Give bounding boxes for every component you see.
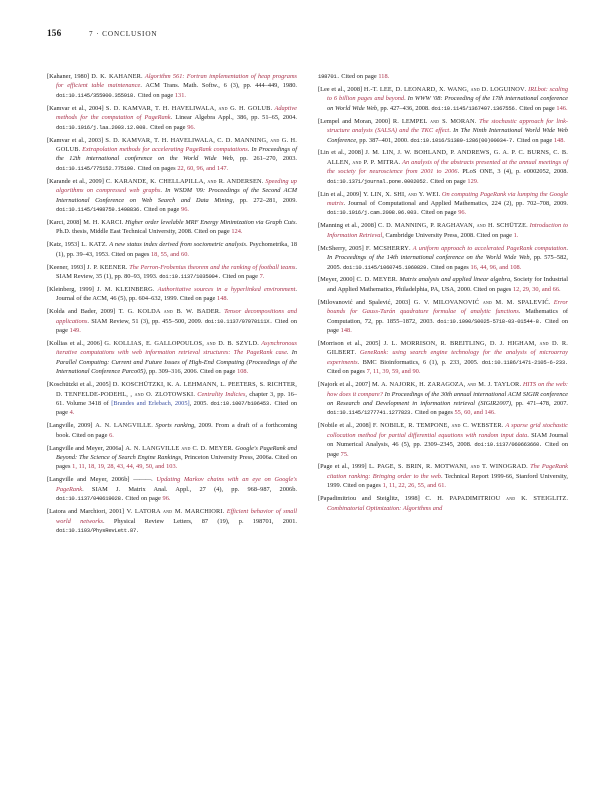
entry-authors: F. NOBILE, R. TEMPONE, and C. WEBSTER (372, 422, 502, 430)
entry-details: pp. 575–582, 2005. (327, 254, 568, 271)
entry-authors: G. V. MILOVANOVIĆ and M. M. SPALEVIĆ (413, 298, 549, 306)
entry-pages: 146. (556, 104, 568, 112)
entry-title: Introduction to Information Retrieval (327, 222, 568, 239)
entry-doi: doi:10.1145/1060745.1060829. (342, 263, 430, 271)
entry-authors: C. KARANDE, K. CHELLAPILLA, and R. ANDERSEN (105, 177, 262, 185)
entry-title: The stochastic approach for link-structure analysis (SALSA) and the TKC effect (327, 117, 568, 135)
entry-cited: Cited on pages (56, 454, 297, 471)
bibliography-entry: [McSherry, 2005] F. MCSHERRY. A uniform approach to accelerated PageRank computation. In Proceedings of the 14th international conference on the World Wide Web, pp. 575–582, 2005. doi:10.1145/1060745.1060829. Cited on pages 16, 44, 96, and 108. (318, 244, 568, 271)
entry-venue: BMC Bioinformatics (362, 358, 419, 366)
entry-key: [Karande et al., 2009] (47, 177, 104, 185)
entry-venue: In Proceedings of the 14th international conference on the World Wide Web (327, 254, 530, 262)
entry-pages: 1. (513, 231, 519, 239)
entry-details: 6 (3), pp. 444–449, 1980. (223, 82, 297, 90)
entry-cited: Cited on pages (430, 263, 469, 271)
bibliography-entry: [Kleinberg, 1999] J. M. KLEINBERG. Authoritative sources in a hyperlinked environment. Journal of the ACM, 46 (5), pp. 604–632, 1999. Cited on page 148. (47, 285, 298, 303)
entry-cited: Cited on page (143, 206, 180, 214)
entry-title: Error bounds for Gauss-Turán quadrature formulae of analytic functions (327, 298, 568, 316)
entry-cited: Cited on page (125, 495, 161, 503)
entry-authors: J. L. MORRISON, R. BREITLING, D. J. HIGHAM, and D. R. GILBERT (327, 339, 569, 357)
entry-pages: 6. (109, 431, 114, 439)
entry-authors: F. MCSHERRY (365, 244, 409, 252)
entry-key: [Kamvar et al., 2004] (47, 104, 104, 112)
entry-pages: 124. (231, 228, 243, 236)
entry-authors: ——— (133, 476, 152, 484)
entry-pages: 96. (458, 209, 467, 217)
entry-authors: Y. LIN, X. SHI, and Y. WEI (363, 190, 439, 198)
bibliography-entry-continuation (318, 72, 568, 81)
entry-venue: chapter 3, pp. 16–61. Volume 3418 of (56, 390, 297, 407)
entry-key: [Kahaner, 1980] (47, 73, 89, 80)
entry-key: [Kamvar et al., 2003] (47, 136, 104, 144)
entry-cited: Cited on pages (111, 250, 150, 258)
entry-title: The PageRank citation ranking: Bringing order to the web (327, 463, 568, 480)
entry-authors: A. N. LANGVILLE and C. D. MEYER (125, 444, 232, 452)
bibliography-entry: [Langville, 2009] A. N. LANGVILLE. Sports ranking, 2009. From a draft of a forthcoming book. Cited on page 6. (47, 422, 297, 439)
entry-title: Google's PageRank and Beyond: The Science of Search Engine Rankings (56, 444, 297, 461)
entry-doi: doi:10.1016/j.laa.2003.12.008. (56, 123, 149, 131)
entry-authors: L. KATZ (81, 241, 106, 249)
entry-details: pp. 427–436, 2008. (380, 104, 430, 112)
entry-title: IRLbot: scaling to 6 billion pages and beyond (327, 85, 568, 103)
bibliography-entry: [Langville and Meyer, 2006a] A. N. LANGVILLE and C. D. MEYER. Google's PageRank and Beyond: The Science of Search Engine Rankings, Princeton University Press, 2006a. Cited on pages 1, 11, 18, 19, 28, 43, 44, 49, 50, and 103. (47, 444, 297, 471)
entry-venue: In Parallel Computing: Current and Future Issues of High-End Computing (Proceedings of the International Conference Parco05) (56, 349, 297, 376)
running-head (47, 28, 567, 42)
entry-doi: doi:10.1137/040619028. (56, 495, 124, 503)
entry-cited: Cited on page (71, 431, 108, 439)
entry-title: Adaptive methods for the computation of PageRank (56, 104, 298, 122)
page-number: 156 (47, 28, 62, 38)
bibliography-entry: [Manning et al., 2008] C. D. MANNING, P. RAGHAVAN, and H. SCHÜTZE. Introduction to Information Retrieval, Cambridge University Press, 2008. Cited on page 1. (318, 222, 568, 239)
entry-doi: 198701. (318, 73, 340, 80)
bibliography-entry: [Karande et al., 2009] C. KARANDE, K. CHELLAPILLA, and R. ANDERSEN. Speeding up algorithms on compressed web graphs. In WSDM '09: Proceedings of the Second ACM International Conference on Web Search and Data Mining, pp. 272–281, 2009. doi:10.1145/1498759.1498836. Cited on page 96. (47, 177, 297, 214)
entry-pages: 118. (378, 73, 390, 80)
bibliography-entry: [Kamvar et al., 2003] S. D. KAMVAR, T. H. HAVELIWALA, C. D. MANNING, and G. H. GOLUB. Extrapolation methods for accelerating PageRank computations. In Proceedings of the 12th international conference on the World Wide Web, pp. 261–270, 2003. doi:10.1145/775152.775190. Cited on pages 22, 60, 96, and 147. (47, 136, 297, 172)
bibliography-entry: [Papadimitriou and Steiglitz, 1998] C. H. PAPADIMITRIOU and K. STEIGLITZ. Combinatorial Optimization: Algorithms and (318, 495, 568, 512)
entry-title: Authoritative sources in a hyperlinked environment (157, 285, 296, 293)
entry-venue: Linear Algebra Appl. (175, 114, 233, 122)
entry-pages: 129. (467, 177, 479, 185)
entry-title: A sparse grid stochastic collocation method for partial differential equations with random input data (327, 422, 568, 439)
entry-doi: doi:10.1137/060663660. (474, 441, 543, 449)
entry-key: [Papadimitriou and Steiglitz, 1998] (318, 495, 420, 503)
entry-title: A new status index derived from sociometric analysis (109, 241, 247, 249)
entry-venue: Technical Report 1999-66, Stanford University, 1999. (327, 472, 568, 490)
entry-doi: doi:10.1016/j.cam.2008.06.003. (327, 209, 420, 217)
bibliography-entry: [Keener, 1993] J. P. KEENER. The Perron-Frobenius theorem and the ranking of football teams. SIAM Review, 35 (1), pp. 80–93, 1993. doi:10.1137/1035004. Cited on page 7. (47, 263, 297, 280)
entry-crossref-link[interactable]: [Brandes and Erlebach, 2005] (111, 399, 190, 407)
entry-doi: doi:10.1137/1035004. (159, 272, 221, 280)
entry-authors: T. G. KOLDA and B. W. BADER (118, 308, 220, 316)
entry-authors: L. PAGE, S. BRIN, R. MOTWANI, and T. WINOGRAD (368, 463, 527, 471)
entry-venue: In WSDM '09: Proceedings of the Second ACM International Conference on Web Search and Data Mining (56, 187, 297, 204)
entry-cited: Cited on pages (473, 285, 512, 293)
entry-pages: 96. (187, 123, 196, 131)
entry-title: Matrix analysis and applied linear algebra (399, 276, 511, 284)
left-column (47, 72, 297, 672)
entry-pages: 4. (69, 409, 75, 417)
entry-venue: Ph.D. thesis, Middle East Technical University (56, 228, 175, 236)
entry-key: [Latora and Marchiori, 2001] (47, 508, 125, 516)
entry-title: Sports ranking (155, 422, 195, 430)
entry-title: An analysis of the abstracts presented at the annual meetings of the society for neuroscience from 2001 to 2006 (327, 158, 568, 176)
bibliography-entry: [Lin et al., 2008] J. M. LIN, J. W. BOHLAND, P. ANDREWS, G. A. P. C. BURNS, C. B. ALLEN, and P. P. MITRA. An analysis of the abstracts presented at the annual meetings of the society for neuroscience from 2001 to 2006. PLoS ONE, 3 (4), p. e0002052, 2008. doi:10.1371/journal.pone.0002052. Cited on page 129. (318, 149, 569, 185)
bibliography-entry: [Langville and Meyer, 2006b] ———. Updating Markov chains with an eye on Google's PageRank. SIAM J. Matrix Anal. Appl., 27 (4), pp. 968–987, 2006b. doi:10.1137/040619028. Cited on page 96. (47, 476, 298, 503)
entry-title: Tensor decompositions and applications (56, 308, 297, 325)
bibliography-entry: [Koschützki et al., 2005] D. KOSCHÜTZKI, K. A. LEHMANN, L. PEETERS, S. RICHTER, D. TENFELDE-PODEHL, , and O. ZLOTOWSKI. Centrality Indicies, chapter 3, pp. 16–61. Volume 3418 of [Brandes and Erlebach, 2005], 2005. doi:10.1007/b106453. Cited on page 4. (47, 381, 298, 417)
entry-authors: C. D. MANNING, P. RAGHAVAN, and H. SCHÜTZE (377, 222, 527, 230)
entry-key: [Nobile et al., 2008] (318, 422, 371, 430)
entry-authors: M. H. KARCI (83, 218, 122, 226)
entry-details: 6 (1), p. 233, 2005. (422, 358, 479, 366)
entry-doi: doi:10.1145/1277741.1277823. (327, 409, 414, 417)
bibliography-entry: [Kahaner, 1980] D. K. KAHANER. Algorithm 561: Fortran implementation of heap programs for efficient table maintenance. ACM Trans. Math. Softw., 6 (3), pp. 444–449, 1980. doi:10.1145/355900.355918. Cited on page 131. (47, 73, 297, 99)
entry-key: [Lin et al., 2009] (318, 190, 362, 198)
entry-doi: doi:10.1137/07070111X. (204, 317, 273, 325)
bibliography-entry: [Lempel and Moran, 2000] R. LEMPEL and S. MORAN. The stochastic approach for link-structure analysis (SALSA) and the TKC effect. In The Ninth International World Wide Web Conference, pp. 387–401, 2000. doi:10.1016/S1389-1286(00)00034-7. Cited on page 148. (318, 117, 568, 144)
entry-authors: C. H. PAPADIMITRIOU and K. STEIGLITZ (425, 495, 567, 503)
entry-authors: R. LEMPEL and S. MORAN (392, 117, 475, 125)
entry-authors: D. K. KAHANER (91, 73, 142, 80)
bibliography-entry: [Page et al., 1999] L. PAGE, S. BRIN, R. MOTWANI, and T. WINOGRAD. The PageRank citation ranking: Bringing order to the web. Technical Report 1999-66, Stanford University, 1999. Cited on pages 1, 11, 22, 26, 55, and 61. (318, 463, 568, 490)
entry-doi: doi:10.1371/journal.pone.0002052. (327, 177, 429, 185)
entry-key: [Morrison et al., 2005] (318, 339, 381, 347)
chapter-title: 7 · CONCLUSION (89, 30, 158, 38)
entry-title: Combinatorial Optimization: Algorithms and (327, 504, 443, 512)
entry-venue: Physical Review Letters (113, 517, 191, 525)
entry-details: pp. 309–316, 2006. (148, 368, 199, 376)
entry-pages: 18, 55, and 60. (150, 250, 189, 258)
entry-venue: In Proceedings of the 30th annual international ACM SIGIR conference on Research and Development in information retrieval (SIGIR2007) (327, 390, 568, 407)
entry-key: [Kolda and Bader, 2009] (47, 308, 116, 316)
entry-details: pp. 272–281, 2009. (239, 196, 297, 204)
entry-pages: 148. (553, 136, 565, 144)
entry-venue: Journal of Computational and Applied Mathematics (348, 200, 487, 207)
bibliography-entry: [Milovanović and Spalević, 2003] G. V. MILOVANOVIĆ and M. M. SPALEVIĆ. Error bounds for Gauss-Turán quadrature formulae of analytic functions. Mathematics of Computation, 72, pp. 1855–1872, 2003. doi:10.1090/S0025-5718-03-01544-8. Cited on page 148. (318, 298, 568, 334)
entry-cited: Cited on page (341, 73, 377, 80)
entry-details: 3 (4), p. e0002052, 2008. (497, 168, 568, 176)
entry-details: 46 (5), pp. 2309–2345, 2008. (392, 441, 472, 449)
entry-cited: Cited on page (421, 209, 457, 217)
entry-key: [Koschützki et al., 2005] (47, 381, 111, 389)
entry-venue: SIAM Review (56, 272, 93, 280)
entry-venue: SIAM Review (91, 317, 129, 325)
entry-venue: Society for Industrial and Applied Mathematics, Philadelphia, PA, USA, 2000. (327, 276, 568, 293)
entry-doi: doi:10.1145/775152.775190. (56, 164, 137, 172)
entry-pages: 16, 44, 96, and 108. (470, 263, 522, 271)
entry-pages: 12, 29, 30, and 66. (512, 285, 561, 293)
entry-details: 35 (1), pp. 80–93, 1993. (95, 272, 158, 280)
entry-cited: Cited on pages (327, 368, 365, 376)
entry-doi: doi:10.1007/b106453. (210, 399, 273, 407)
entry-venue: ACM Trans. Math. Softw. (145, 82, 219, 90)
entry-doi: doi:10.1016/S1389-1286(00)00034-7. (410, 136, 516, 144)
entry-cited: Cited on page (430, 177, 466, 185)
entry-details: pp. 471–478, 2007. (515, 399, 568, 407)
entry-doi: doi:10.1145/1367497.1367556. (431, 104, 518, 112)
entry-authors: M. A. NAJORK, H. ZARAGOZA, and M. J. TAYLOR (371, 381, 520, 389)
entry-cited: Cited on page (199, 368, 236, 376)
entry-authors: V. LATORA and M. MARCHIORI (126, 508, 223, 516)
entry-details: 72, pp. 1855–1872, 2003. (364, 317, 435, 325)
entry-pages: 22, 60, 96, and 147. (177, 164, 229, 172)
entry-details: , 2005. (189, 399, 208, 407)
entry-cited: Cited on page (56, 399, 298, 417)
entry-key: [Meyer, 2000] (318, 276, 355, 284)
entry-title: GeneRank: using search engine technology for the analysis of microarray experiments (327, 349, 568, 366)
entry-pages: 7. (259, 272, 265, 280)
entry-cited: Cited on page (327, 441, 569, 458)
entry-title: The Perron-Frobenius theorem and the ranking of football teams (129, 263, 296, 271)
entry-key: [McSherry, 2005] (318, 244, 364, 252)
entry-venue: Psychometrika (249, 241, 288, 249)
bibliography-entry: [Latora and Marchiori, 2001] V. LATORA and M. MARCHIORI. Efficient behavior of small world networks. Physical Review Letters, 87 (19), p. 198701, 2001. doi:10.1103/PhysRevLett.87. (47, 508, 297, 534)
entry-pages: 96. (181, 206, 189, 214)
entry-title: Efficient behavior of small world networks (56, 508, 297, 525)
entry-details: 27 (4), pp. 968–987, 2006b. (199, 485, 297, 493)
bibliography-entry: [Lin et al., 2009] Y. LIN, X. SHI, and Y. WEI. On computing PageRank via lumping the Google matrix. Journal of Computational and Applied Mathematics, 224 (2), pp. 702–708, 2009. doi:10.1016/j.cam.2008.06.003. Cited on page 96. (318, 190, 568, 217)
entry-title: Extrapolation methods for accelerating PageRank computations (82, 145, 248, 153)
entry-cited: Cited on page (222, 272, 258, 280)
entry-doi: doi:10.1145/1498759.1498836. (56, 206, 143, 214)
entry-details: pp. 261–270, 2003. (239, 155, 297, 163)
entry-pages: 1, 11, 22, 26, 55, and 61. (382, 482, 447, 490)
entry-venue: In The Ninth International World Wide Web Conference (327, 127, 568, 144)
entry-key: [Langville, 2009] (47, 422, 93, 430)
entry-cited: Cited on page (327, 317, 568, 334)
bibliography-entry: [Kamvar et al., 2004] S. D. KAMVAR, T. H. HAVELIWALA, and G. H. GOLUB. Adaptive methods for the computation of PageRank. Linear Algebra Appl., 386, pp. 51–65, 2004. doi:10.1016/j.laa.2003.12.008. Cited on page 96. (47, 104, 298, 131)
bibliography-entry: [Kollias et al., 2006] G. KOLLIAS, E. GALLOPOULOS, and D. B. SZYLD. Asynchronous iterative computations with web information retrieval structures: The PageRank case. In Parallel Computing: Current and Future Issues of High-End Computing (Proceedings of the International Conference Parco05), pp. 309–316, 2006. Cited on page 108. (47, 339, 298, 376)
entry-doi: doi:10.1090/S0025-5718-03-01544-8. (437, 317, 542, 325)
entry-key: [Milovanović and Spalević, 2003] (318, 298, 411, 306)
bibliography-columns (47, 72, 568, 672)
entry-authors: G. KOLLIAS, E. GALLOPOULOS, and D. B. SZYLD (104, 339, 258, 347)
entry-authors: H.-T. LEE, D. LEONARD, X. WANG, and D. LOGUINOV (363, 85, 525, 93)
entry-cited: Cited on page (137, 91, 174, 99)
entry-cited: Cited on pages (414, 409, 453, 417)
entry-pages: 149. (69, 327, 81, 334)
entry-key: [Langville and Meyer, 2006b] (47, 476, 130, 484)
entry-cited: Cited on page (56, 317, 298, 334)
entry-key: [Najork et al., 2007] (318, 381, 371, 389)
entry-title: A uniform approach to accelerated PageRank computation (412, 244, 567, 252)
entry-venue: Journal of the ACM (56, 295, 107, 303)
entry-doi: doi:10.1145/355900.355918. (56, 91, 137, 99)
entry-doi: doi:10.1186/1471-2105-6-233. (481, 358, 568, 366)
entry-cited: Cited on pages (137, 164, 176, 172)
entry-key: [Page et al., 1999] (318, 463, 367, 471)
entry-key: [Lempel and Moran, 2000] (318, 117, 391, 125)
entry-details: pp. 387–401, 2000. (359, 136, 409, 144)
entry-pages: 1, 11, 18, 19, 28, 43, 44, 49, 50, and 103. (72, 463, 178, 471)
bibliography-entry: [Meyer, 2000] C. D. MEYER. Matrix analysis and applied linear algebra, Society for Industrial and Applied Mathematics, Philadelphia, PA, USA, 2000. Cited on pages 12, 29, 30, and 66. (318, 276, 568, 293)
entry-pages: 75. (340, 450, 349, 458)
entry-authors: J. M. KLEINBERG (97, 285, 153, 293)
entry-cited: Cited on pages (342, 482, 381, 490)
entry-key: [Karci, 2008] (47, 218, 82, 226)
entry-key: [Manning et al., 2008] (318, 222, 376, 230)
entry-authors: J. M. LIN, J. W. BOHLAND, P. ANDREWS, G. A. P. C. BURNS, C. B. ALLEN, and P. P. MITRA (327, 149, 569, 166)
entry-cited: Cited on page (476, 231, 512, 239)
entry-key: [Katz, 1953] (47, 241, 80, 249)
bibliography-entry: [Karci, 2008] M. H. KARCI. Higher order levelable MRF Energy Minimization via Graph Cuts. Ph.D. thesis, Middle East Technical University, 2008. Cited on page 124. (47, 218, 298, 236)
entry-authors: D. KOSCHÜTZKI, K. A. LEHMANN, L. PEETERS, S. RICHTER, D. TENFELDE-PODEHL, , and O. ZLOTOWSKI (56, 381, 297, 398)
entry-cited: Cited on page (150, 123, 186, 131)
entry-key: [Kleinberg, 1999] (47, 285, 94, 293)
entry-authors: A. N. LANGVILLE (95, 422, 152, 430)
entry-title: Higher order levelable MRF Energy Minimization via Graph Cuts (125, 218, 296, 226)
entry-details: 386, pp. 51–65, 2004. (236, 114, 298, 122)
entry-authors: S. D. KAMVAR, T. H. HAVELIWALA, C. D. MANNING, and G. H. GOLUB (56, 136, 297, 153)
entry-key: [Keener, 1993] (47, 263, 86, 271)
entry-cited: Cited on page (519, 104, 555, 112)
entry-pages: 7, 11, 39, 59, and 90. (366, 368, 421, 376)
entry-title: Centrality Indicies (197, 390, 246, 398)
entry-venue: Cambridge University Press, 2008. (385, 231, 475, 239)
bibliography-entry: [Kolda and Bader, 2009] T. G. KOLDA and B. W. BADER. Tensor decompositions and applications. SIAM Review, 51 (3), pp. 455–500, 2009. doi:10.1137/07070111X. Cited on page 149. (47, 308, 298, 334)
entry-pages: 131. (174, 91, 186, 99)
entry-title: Algorithm 561: Fortran implementation of heap programs for efficient table maintenance (56, 73, 297, 90)
bibliography-entry: [Lee et al., 2008] H.-T. LEE, D. LEONARD, X. WANG, and D. LOGUINOV. IRLbot: scaling to 6 billion pages and beyond. In WWW '08: Proceeding of the 17th international conference on World Wide Web, pp. 427–436, 2008. doi:10.1145/1367497.1367556. Cited on page 146. (318, 85, 568, 112)
right-column (318, 72, 568, 672)
entry-cited: Cited on page (194, 228, 230, 236)
entry-title: Asynchronous iterative computations with web information retrieval structures: The PageRank case (56, 339, 298, 357)
entry-key: [Lee et al., 2008] (318, 85, 363, 93)
entry-pages: 108. (237, 368, 249, 376)
entry-title: HITS on the web: how does it compare? (327, 381, 568, 398)
entry-venue: 2009. From a draft of a forthcoming book. (56, 422, 297, 439)
entry-doi: doi:10.1103/PhysRevLett.87. (56, 526, 140, 534)
entry-authors: J. P. KEENER (87, 263, 126, 271)
entry-key: [Langville and Meyer, 2006a] (47, 444, 124, 452)
entry-pages: 148. (217, 295, 229, 303)
entry-cited: Cited on page (516, 136, 553, 144)
entry-venue: PLoS ONE (462, 168, 493, 176)
entry-details: 2008. (178, 228, 193, 236)
entry-authors: S. D. KAMVAR, T. H. HAVELIWALA, and G. H. GOLUB (105, 104, 271, 112)
entry-pages: 55, 60, and 146. (454, 409, 496, 417)
entry-authors: C. D. MEYER (356, 276, 396, 284)
entry-key: [Lin et al., 2008] (318, 149, 364, 157)
entry-details: 87 (19), p. 198701, 2001. (201, 517, 297, 525)
entry-venue: Mathematics of Computation (327, 308, 568, 325)
entry-pages: 148. (340, 327, 352, 334)
bibliography-entry: [Katz, 1953] L. KATZ. A new status index derived from sociometric analysis. Psychometrika, 18 (1), pp. 39–43, 1953. Cited on pages 18, 55, and 60. (47, 241, 297, 258)
entry-key: [Kollias et al., 2006] (47, 339, 102, 347)
entry-venue: In WWW '08: Proceeding of the 17th international conference on World Wide Web (327, 95, 568, 112)
bibliography-entry: [Nobile et al., 2008] F. NOBILE, R. TEMPONE, and C. WEBSTER. A sparse grid stochastic collocation method for partial differential equations with random input data. SIAM Journal on Numerical Analysis, 46 (5), pp. 2309–2345, 2008. doi:10.1137/060663660. Cited on page 75. (318, 422, 569, 458)
entry-details: 18 (1), pp. 39–43, 1953. (56, 241, 297, 258)
entry-venue: Princeton University Press, 2006a. (184, 454, 274, 461)
entry-title: On computing PageRank via lumping the Google matrix (327, 190, 568, 207)
entry-details: 224 (2), pp. 702–708, 2009. (491, 200, 568, 207)
entry-pages: 96. (162, 495, 171, 503)
entry-venue: SIAM J. Matrix Anal. Appl. (91, 485, 190, 493)
entry-venue: In Proceedings of the 12th international conference on the World Wide Web (56, 145, 297, 163)
entry-venue: SIAM Journal on Numerical Analysis (327, 431, 568, 449)
entry-details: 51 (3), pp. 455–500, 2009. (132, 317, 203, 325)
bibliography-entry: [Najork et al., 2007] M. A. NAJORK, H. ZARAGOZA, and M. J. TAYLOR. HITS on the web: how does it compare? In Proceedings of the 30th annual international ACM SIGIR conference on Research and Development in information retrieval (SIGIR2007), pp. 471–478, 2007. doi:10.1145/1277741.1277823. Cited on pages 55, 60, and 146. (318, 381, 568, 417)
entry-title: Speeding up algorithms on compressed web graphs (56, 177, 297, 195)
entry-cited: Cited on page (179, 295, 216, 303)
entry-title: Updating Markov chains with an eye on Google's PageRank (56, 476, 298, 493)
bibliography-entry: [Morrison et al., 2005] J. L. MORRISON, R. BREITLING, D. J. HIGHAM, and D. R. GILBERT. GeneRank: using search engine technology for the analysis of microarray experiments. BMC Bioinformatics, 6 (1), p. 233, 2005. doi:10.1186/1471-2105-6-233. Cited on pages 7, 11, 39, 59, and 90. (318, 339, 569, 376)
entry-details: 46 (5), pp. 604–632, 1999. (110, 295, 179, 303)
